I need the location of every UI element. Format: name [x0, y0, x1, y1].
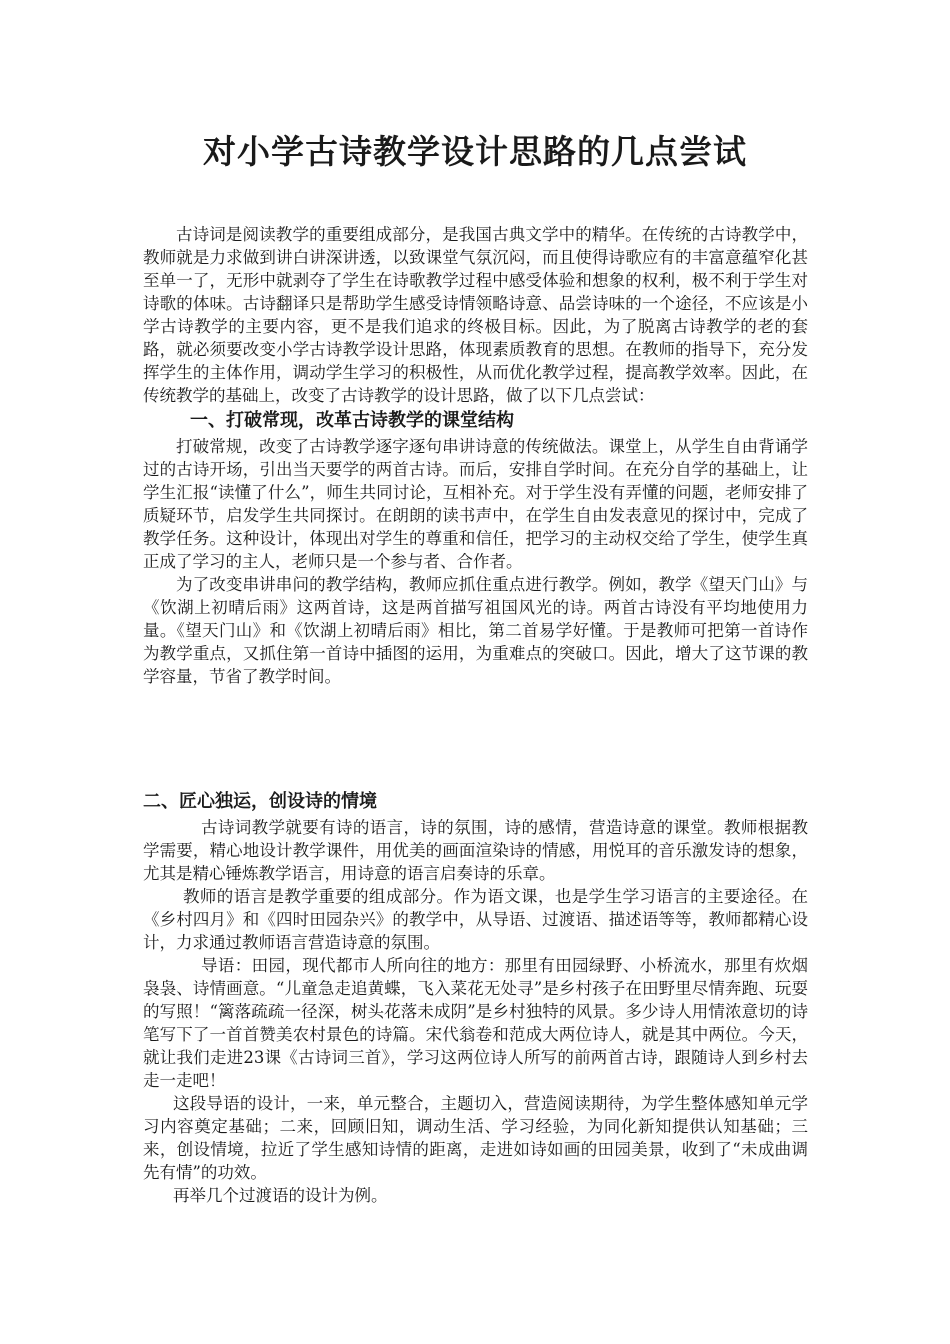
section-2-heading: 二、匠心独运，创设诗的情境 [143, 791, 377, 812]
document-title: 对小学古诗教学设计思路的几点尝试 [203, 132, 747, 171]
section-2-paragraph-4: 这段导语的设计，一来，单元整合，主题切入，营造阅读期待，为学生整体感知单元学习内容奠定基础；二来，回顾旧知，调动生活、学习经验，为同化新知提供认知基础；三来，创设情境，拉近了学生感知诗情的距离，走进如诗如画的田园美景，收到了“未成曲调先有情”的功效。 [143, 1094, 808, 1182]
section-2-paragraph-3: 导语：田园，现代都市人所向往的地方：那里有田园绿野、小桥流水，那里有炊烟袅袅、诗情画意。“儿童急走追黄蝶，飞入菜花无处寻”是乡村孩子在田野里尽情奔跑、玩耍的写照！“篱落疏疏一径深，树头花落未成阴”是乡村独特的风景。多少诗人用情浓意切的诗笔写下了一首首赞美农村景色的诗篇。宋代翁卷和范成大两位诗人，就是其中两位。今天，就让我们走进23课《古诗词三首》，学习这两位诗人所写的前两首古诗，跟随诗人到乡村去走一走吧！ [143, 956, 808, 1090]
section-1-paragraph-1: 打破常规，改变了古诗教学逐字逐句串讲诗意的传统做法。课堂上，从学生自由背诵学过的古诗开场，引出当天要学的两首古诗。而后，安排自学时间。在充分自学的基础上，让学生汇报“读懂了什么”，师生共同讨论，互相补充。对于学生没有弄懂的问题，老师安排了质疑环节，启发学生共同探讨。在朗朗的读书声中，在学生自由发表意见的探讨中，完成了教学任务。这种设计，体现出对学生的尊重和信任，把学习的主动权交给了学生，使学生真正成了学习的主人，老师只是一个参与者、合作者。 [143, 437, 808, 571]
body-block-1 [143, 223, 808, 688]
body-block-2 [143, 788, 808, 1207]
intro-paragraph: 古诗词是阅读教学的重要组成部分，是我国古典文学中的精华。在传统的古诗教学中，教师就是力求做到讲白讲深讲透，以致课堂气氛沉闷，而且使得诗歌应有的丰富意蕴窄化甚至单一了，无形中就剥夺了学生在诗歌教学过程中感受体验和想象的权利，极不利于学生对诗歌的体味。古诗翻译只是帮助学生感受诗情领略诗意、品尝诗味的一个途径，不应该是小学古诗教学的主要内容，更不是我们追求的终极目标。因此，为了脱离古诗教学的老的套路，就必须要改变小学古诗教学设计思路，体现素质教育的思想。在教师的指导下，充分发挥学生的主体作用，调动学生学习的积极性，从而优化教学过程，提高教学效率。因此，在传统教学的基础上，改变了古诗教学的设计思路，做了以下几点尝试： [143, 225, 808, 405]
section-2-paragraph-5: 再举几个过渡语的设计为例。 [173, 1186, 388, 1205]
section-2-paragraph-1: 古诗词教学就要有诗的语言，诗的氛围，诗的感情，营造诗意的课堂。教师根据教学需要，精心地设计教学课件，用优美的画面渲染诗的情感，用悦耳的音乐激发诗的想象，尤其是精心锤炼教学语言，用诗意的语言启奏诗的乐章。 [143, 818, 808, 883]
section-1-paragraph-2: 为了改变串讲串问的教学结构，教师应抓住重点进行教学。例如，教学《望天门山》与《饮湖上初晴后雨》这两首诗，这是两首描写祖国风光的诗。两首古诗没有平均地使用力量。《望天门山》和《饮湖上初晴后雨》相比，第二首易学好懂。于是教师可把第一首诗作为教学重点，又抓住第一首诗中插图的运用，为重难点的突破口。因此，增大了这节课的教学容量，节省了教学时间。 [143, 575, 808, 686]
section-1-heading: 一、打破常现，改革古诗教学的课堂结构 [190, 410, 514, 431]
section-2-paragraph-2: 教师的语言是教学重要的组成部分。作为语文课，也是学生学习语言的主要途径。在《乡村四月》和《四时田园杂兴》的教学中，从导语、过渡语、描述语等等，教师都精心设计，力求通过教师语言营造诗意的氛围。 [143, 887, 808, 952]
